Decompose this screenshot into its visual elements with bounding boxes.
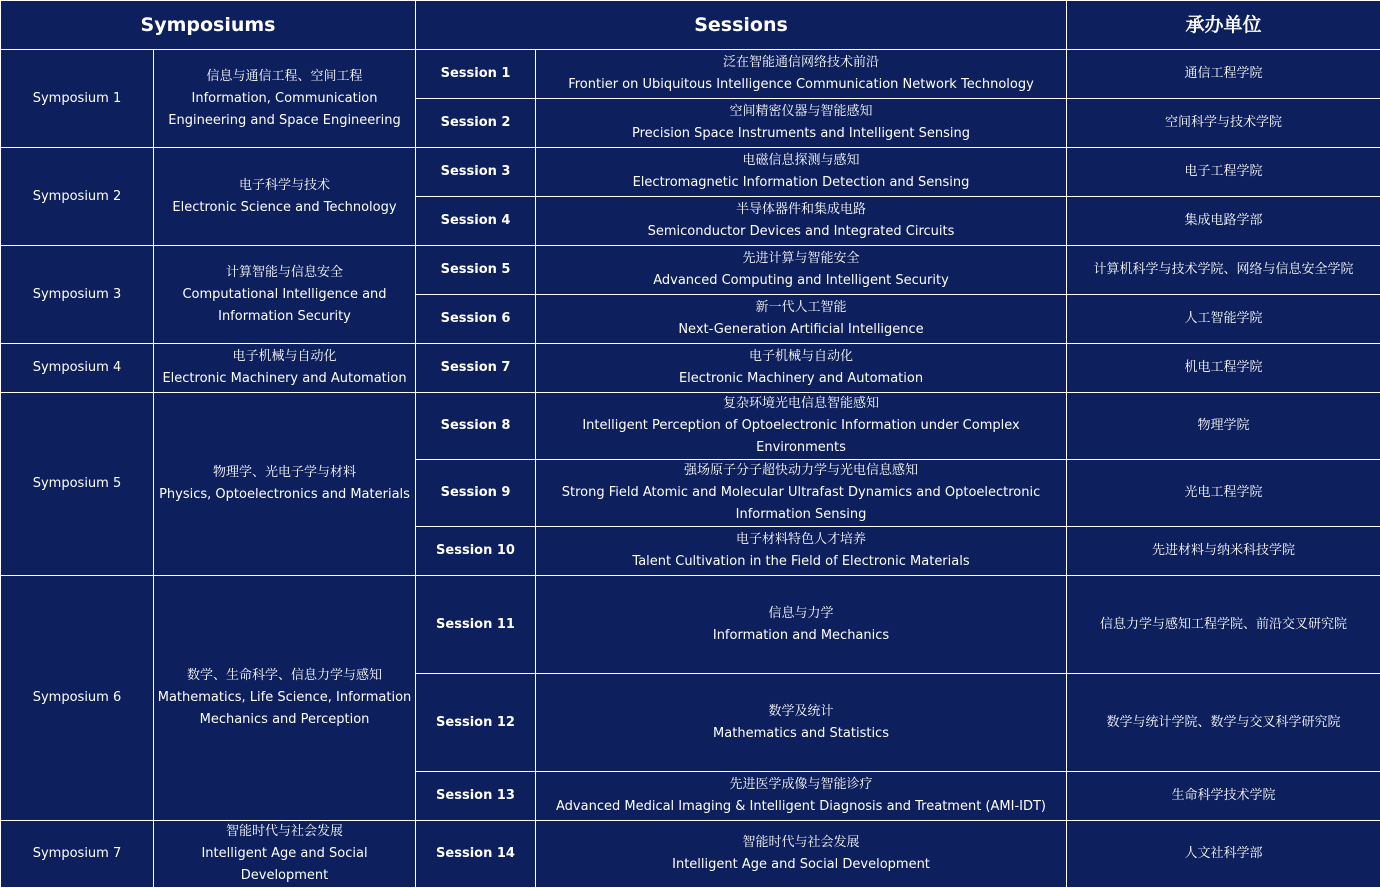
session-title-en: Strong Field Atomic and Molecular Ultrafast Dynamics and Optoelectronic Information Sensing xyxy=(538,482,1064,526)
session-label: Session 2 xyxy=(416,99,536,148)
session-label: Session 6 xyxy=(416,295,536,344)
session-title xyxy=(536,674,1067,772)
symposium-title-en: Physics, Optoelectronics and Materials xyxy=(156,484,413,506)
symposium-title-en: Information, Communication Engineering and Space Engineering xyxy=(156,88,413,132)
session-title-cn: 泛在智能通信网络技术前沿 xyxy=(538,52,1064,74)
symposium-title-cn: 电子机械与自动化 xyxy=(156,346,413,368)
session-title-en: Electromagnetic Information Detection and Sensing xyxy=(538,172,1064,194)
table-row xyxy=(1,148,1380,197)
session-label: Session 13 xyxy=(416,772,536,821)
symposium-title-en: Computational Intelligence and Information Security xyxy=(156,284,413,328)
session-title xyxy=(536,576,1067,674)
session-label: Session 8 xyxy=(416,393,536,460)
session-title-en: Advanced Medical Imaging & Intelligent Diagnosis and Treatment (AMI-IDT) xyxy=(538,796,1064,818)
session-title-cn: 先进医学成像与智能诊疗 xyxy=(538,774,1064,796)
session-title xyxy=(536,393,1067,460)
symposium-label: Symposium 5 xyxy=(1,393,154,576)
session-title xyxy=(536,246,1067,295)
session-title xyxy=(536,50,1067,99)
symposium-label: Symposium 6 xyxy=(1,576,154,821)
symposium-title-cn: 计算智能与信息安全 xyxy=(156,262,413,284)
session-title-cn: 电子机械与自动化 xyxy=(538,346,1064,368)
symposium-title-en: Intelligent Age and Social Development xyxy=(156,843,413,887)
session-organizer: 集成电路学部 xyxy=(1067,197,1380,246)
session-title-cn: 电磁信息探测与感知 xyxy=(538,150,1064,172)
symposium-label: Symposium 7 xyxy=(1,821,154,888)
session-title-cn: 空间精密仪器与智能感知 xyxy=(538,101,1064,123)
session-title-en: Information and Mechanics xyxy=(538,625,1064,647)
session-title xyxy=(536,527,1067,576)
session-title-cn: 数学及统计 xyxy=(538,701,1064,723)
symposium-title-cn: 信息与通信工程、空间工程 xyxy=(156,66,413,88)
symposium-title-cn: 数学、生命科学、信息力学与感知 xyxy=(156,665,413,687)
symposium-title-cn: 智能时代与社会发展 xyxy=(156,821,413,843)
session-label: Session 9 xyxy=(416,460,536,527)
symposium-title xyxy=(154,50,416,148)
table-row xyxy=(1,246,1380,295)
session-organizer: 信息力学与感知工程学院、前沿交叉研究院 xyxy=(1067,576,1380,674)
session-title-cn: 复杂环境光电信息智能感知 xyxy=(538,393,1064,415)
session-label: Session 11 xyxy=(416,576,536,674)
session-organizer: 人文社科学部 xyxy=(1067,821,1380,888)
session-label: Session 5 xyxy=(416,246,536,295)
table-row xyxy=(1,576,1380,674)
session-title-en: Semiconductor Devices and Integrated Circuits xyxy=(538,221,1064,243)
session-organizer: 电子工程学院 xyxy=(1067,148,1380,197)
session-organizer: 光电工程学院 xyxy=(1067,460,1380,527)
session-title-cn: 强场原子分子超快动力学与光电信息感知 xyxy=(538,460,1064,482)
session-label: Session 3 xyxy=(416,148,536,197)
session-title-en: Talent Cultivation in the Field of Electronic Materials xyxy=(538,551,1064,573)
symposium-title-en: Electronic Machinery and Automation xyxy=(156,368,413,390)
symposium-label: Symposium 1 xyxy=(1,50,154,148)
session-title xyxy=(536,821,1067,888)
session-title-en: Advanced Computing and Intelligent Security xyxy=(538,270,1064,292)
session-title xyxy=(536,197,1067,246)
session-title-cn: 新一代人工智能 xyxy=(538,297,1064,319)
session-title-cn: 智能时代与社会发展 xyxy=(538,832,1064,854)
symposium-title xyxy=(154,576,416,821)
session-title-en: Frontier on Ubiquitous Intelligence Communication Network Technology xyxy=(538,74,1064,96)
session-label: Session 10 xyxy=(416,527,536,576)
session-title-en: Electronic Machinery and Automation xyxy=(538,368,1064,390)
session-title-cn: 信息与力学 xyxy=(538,603,1064,625)
symposium-title xyxy=(154,344,416,393)
symposium-title-cn: 电子科学与技术 xyxy=(156,175,413,197)
session-title-en: Mathematics and Statistics xyxy=(538,723,1064,745)
symposium-title-cn: 物理学、光电子学与材料 xyxy=(156,462,413,484)
session-organizer: 通信工程学院 xyxy=(1067,50,1380,99)
symposium-label: Symposium 4 xyxy=(1,344,154,393)
symposium-label: Symposium 2 xyxy=(1,148,154,246)
session-title-en: Next-Generation Artificial Intelligence xyxy=(538,319,1064,341)
header-row xyxy=(1,1,1380,50)
table-row xyxy=(1,821,1380,888)
session-organizer: 数学与统计学院、数学与交叉科学研究院 xyxy=(1067,674,1380,772)
session-title xyxy=(536,148,1067,197)
session-title xyxy=(536,295,1067,344)
header-organizer: 承办单位 xyxy=(1067,1,1380,50)
symposium-title-en: Electronic Science and Technology xyxy=(156,197,413,219)
header-sessions: Sessions xyxy=(416,1,1067,50)
session-title xyxy=(536,460,1067,527)
session-title xyxy=(536,344,1067,393)
table-row xyxy=(1,344,1380,393)
symposium-title xyxy=(154,148,416,246)
symposium-label: Symposium 3 xyxy=(1,246,154,344)
session-organizer: 空间科学与技术学院 xyxy=(1067,99,1380,148)
table-row xyxy=(1,393,1380,460)
table-row xyxy=(1,50,1380,99)
symposium-title xyxy=(154,393,416,576)
session-title-cn: 半导体器件和集成电路 xyxy=(538,199,1064,221)
session-organizer: 物理学院 xyxy=(1067,393,1380,460)
session-organizer: 机电工程学院 xyxy=(1067,344,1380,393)
session-label: Session 4 xyxy=(416,197,536,246)
session-organizer: 人工智能学院 xyxy=(1067,295,1380,344)
session-title xyxy=(536,772,1067,821)
symposium-title-en: Mathematics, Life Science, Information Mechanics and Perception xyxy=(156,687,413,731)
symposium-title xyxy=(154,821,416,888)
session-title-en: Intelligent Perception of Optoelectronic Information under Complex Environments xyxy=(538,415,1064,459)
session-title-cn: 电子材料特色人才培养 xyxy=(538,529,1064,551)
session-title xyxy=(536,99,1067,148)
session-label: Session 1 xyxy=(416,50,536,99)
session-label: Session 12 xyxy=(416,674,536,772)
symposium-title xyxy=(154,246,416,344)
session-title-en: Precision Space Instruments and Intelligent Sensing xyxy=(538,123,1064,145)
session-label: Session 14 xyxy=(416,821,536,888)
header-symposiums: Symposiums xyxy=(1,1,416,50)
session-title-en: Intelligent Age and Social Development xyxy=(538,854,1064,876)
session-organizer: 计算机科学与技术学院、网络与信息安全学院 xyxy=(1067,246,1380,295)
session-title-cn: 先进计算与智能安全 xyxy=(538,248,1064,270)
session-organizer: 先进材料与纳米科技学院 xyxy=(1067,527,1380,576)
session-label: Session 7 xyxy=(416,344,536,393)
session-organizer: 生命科学技术学院 xyxy=(1067,772,1380,821)
